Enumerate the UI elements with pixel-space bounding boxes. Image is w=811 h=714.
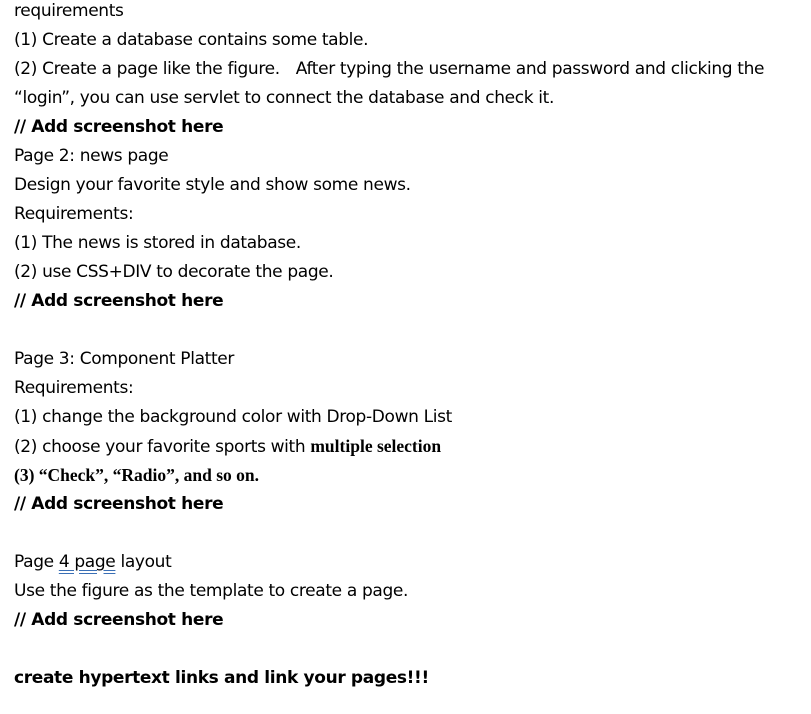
text-line <box>14 432 804 461</box>
text-line: (3) “Check”, “Radio”, and so on. <box>14 465 260 485</box>
text-segment: multiple selection <box>310 436 442 456</box>
screenshot-placeholder: // Add screenshot here <box>14 494 224 514</box>
text-line: (2) use CSS+DIV to decorate the page. <box>14 262 334 282</box>
spellcheck-underlined-text: 4 page <box>58 552 116 572</box>
screenshot-placeholder: // Add screenshot here <box>14 291 224 311</box>
text-line: Design your favorite style and show some news. <box>14 175 411 195</box>
text-line: Requirements: <box>14 204 134 224</box>
text-segment: (2) Create a page like the figure. <box>14 59 280 79</box>
text-segment: Page <box>14 552 59 572</box>
closing-instruction: create hypertext links and link your pages!!! <box>14 668 429 688</box>
text-segment: layout <box>115 552 172 572</box>
text-line: (1) change the background color with Drop-Down List <box>14 407 452 427</box>
blank-line <box>14 635 804 664</box>
text-line: Requirements: <box>14 378 134 398</box>
text-line: (1) The news is stored in database. <box>14 233 301 253</box>
blank-line <box>14 519 804 548</box>
section-heading <box>14 548 804 577</box>
screenshot-placeholder: // Add screenshot here <box>14 610 224 630</box>
section-heading: Page 3: Component Platter <box>14 349 235 369</box>
text-line: (1) Create a database contains some table. <box>14 30 369 50</box>
text-line: Use the figure as the template to create a page. <box>14 581 409 601</box>
text-segment: (2) choose your favorite sports with <box>14 437 311 457</box>
screenshot-placeholder: // Add screenshot here <box>14 117 224 137</box>
document-page <box>14 0 804 693</box>
text-line: requirements <box>14 1 124 21</box>
section-heading: Page 2: news page <box>14 146 169 166</box>
blank-line <box>14 316 804 345</box>
text-segment: After typing the username and password and clicking the <box>295 59 765 79</box>
text-line <box>14 55 804 84</box>
text-line: “login”, you can use servlet to connect the database and check it. <box>14 88 555 108</box>
